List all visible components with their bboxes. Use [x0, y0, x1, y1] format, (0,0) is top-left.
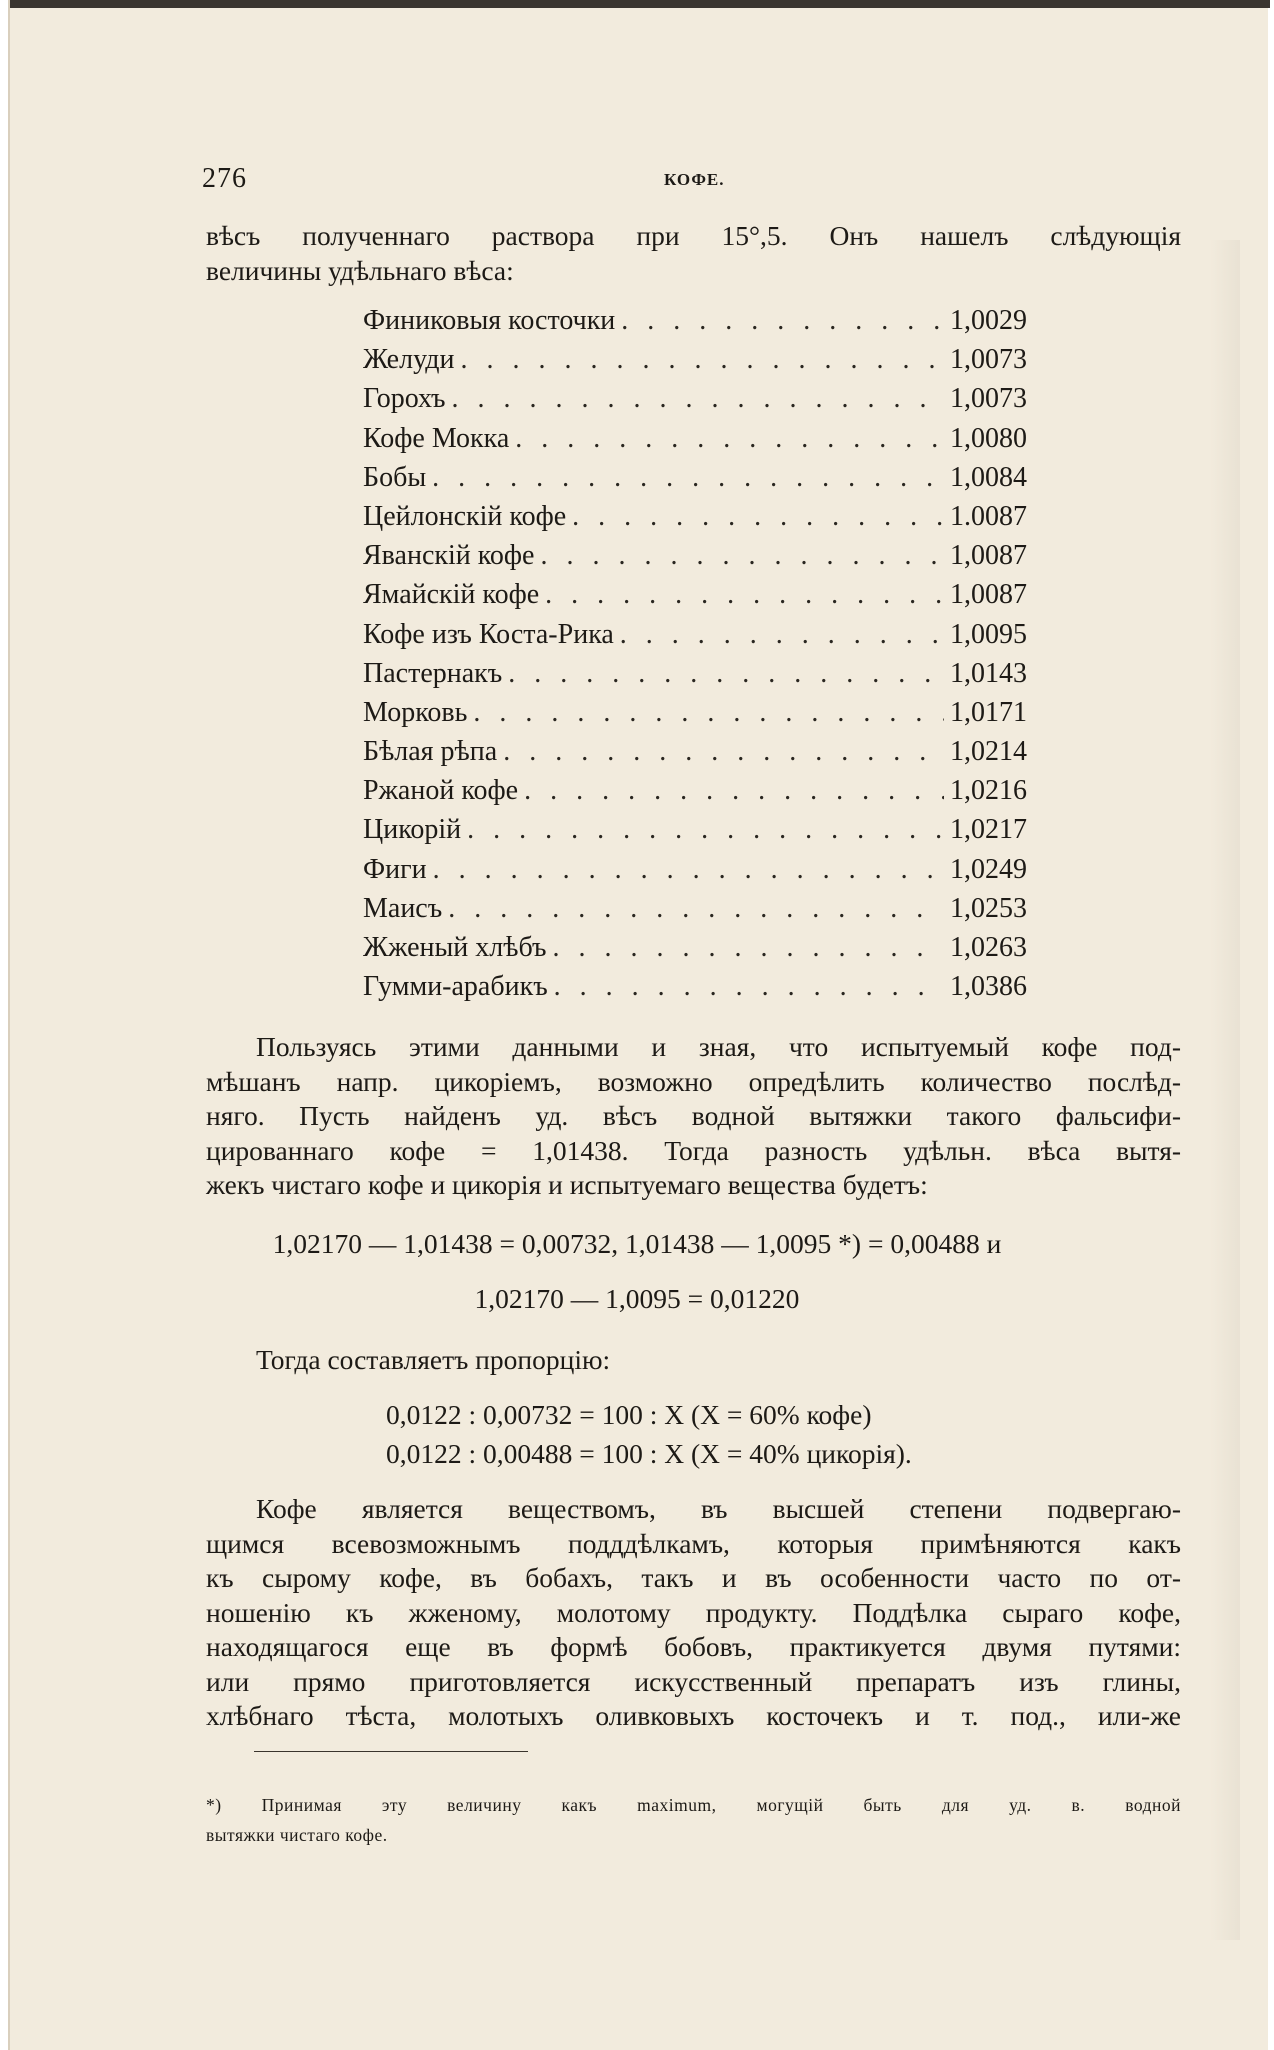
footnote-line: *) Принимая эту величину какъ maximum, могущій быть для уд. в. водной — [206, 1795, 1181, 1815]
proportion-line: 0,0122 : 0,00732 = 100 : X (X = 60% кофе) — [386, 1399, 872, 1430]
table-row — [363, 305, 1027, 344]
text-line: Пользуясь этими данными и зная, что испытуемый кофе под- — [256, 1031, 1181, 1062]
text-line: или прямо приготовляется искусственный препаратъ изъ глины, — [206, 1665, 1181, 1697]
table-row — [363, 344, 1027, 383]
specific-gravity-value: 1,0386 — [950, 971, 1027, 1003]
specific-gravity-value: 1,0087 — [950, 579, 1027, 611]
page-header — [202, 163, 1182, 193]
leader-dots — [448, 893, 944, 925]
text-line: Тогда составляетъ пропорцію: — [256, 1344, 611, 1375]
running-title: КОФЕ. — [664, 170, 725, 189]
leader-dots — [541, 540, 945, 572]
specific-gravity-value: 1,0216 — [950, 775, 1027, 807]
page-number: 276 — [202, 163, 247, 194]
paragraph-calculation — [206, 1030, 1181, 1203]
specific-gravity-value: 1,0029 — [950, 305, 1027, 336]
text-line: ношенію къ жженому, молотому продукту. Поддѣлка сыраго кофе, — [206, 1596, 1181, 1628]
substance-name: Ржаной кофе — [363, 775, 519, 807]
text-line: величины удѣльнаго вѣса: — [206, 254, 514, 286]
text-line: находящагося еще въ формѣ бобовъ, практикуется двумя путями: — [206, 1631, 1181, 1662]
text-line: вѣсъ полученнаго раствора при 15°,5. Онъ нашелъ слѣдующія — [206, 220, 1181, 251]
leader-dots — [461, 344, 944, 376]
substance-name: Яванскій кофе — [363, 540, 535, 572]
footnote-line: вытяжки чистаго кофе. — [206, 1825, 388, 1845]
specific-gravity-value: 1.0087 — [950, 500, 1027, 532]
table-row — [363, 971, 1027, 1010]
table-row — [363, 423, 1027, 462]
substance-name: Бобы — [363, 461, 427, 493]
paragraph-adulteration — [206, 1492, 1181, 1734]
substance-name: Финиковыя косточки — [363, 305, 616, 336]
specific-gravity-value: 1,0263 — [950, 932, 1027, 963]
leader-dots — [552, 932, 944, 964]
table-row — [363, 540, 1027, 579]
leader-dots — [554, 971, 944, 1003]
specific-gravity-value: 1,0253 — [950, 892, 1027, 924]
leader-dots — [467, 814, 944, 846]
table-row — [363, 932, 1027, 971]
table-row — [363, 579, 1027, 618]
specific-gravity-value: 1,0087 — [950, 540, 1027, 572]
table-row — [363, 383, 1027, 422]
substance-name: Морковь — [363, 696, 468, 728]
table-row — [363, 658, 1027, 697]
intro-text — [206, 219, 1181, 288]
specific-gravity-value: 1,0095 — [950, 618, 1027, 650]
table-row — [363, 775, 1027, 814]
substance-name: Маисъ — [363, 892, 443, 924]
substance-name: Кофе Мокка — [363, 422, 510, 454]
leader-dots — [545, 579, 944, 611]
page-shading — [1210, 240, 1240, 1940]
substance-name: Ямайскій кофе — [363, 579, 540, 611]
specific-gravity-value: 1,0080 — [950, 422, 1027, 454]
leader-dots — [503, 736, 944, 768]
leader-dots — [432, 462, 944, 494]
table-row — [363, 893, 1027, 932]
text-line: щимся всевозможнымъ подддѣлкамъ, которыя примѣняются какъ — [206, 1527, 1181, 1559]
text-line: къ сырому кофе, въ бобахъ, такъ и въ особенности часто по от- — [206, 1562, 1181, 1593]
leader-dots — [473, 697, 944, 729]
leader-dots — [620, 619, 944, 651]
specific-gravity-value: 1,0143 — [950, 657, 1027, 689]
substance-name: Кофе изъ Коста-Рика — [363, 618, 614, 650]
footnote-rule — [254, 1751, 528, 1752]
proportion-line: 0,0122 : 0,00488 = 100 : X (X = 40% цикорія). — [386, 1438, 912, 1469]
table-row — [363, 501, 1027, 540]
formula-line-2: 1,02170 — 1,0095 = 0,01220 — [474, 1283, 800, 1314]
leader-dots — [451, 383, 944, 415]
specific-gravity-table — [363, 305, 1027, 1010]
footnote — [206, 1790, 1181, 1850]
leader-dots — [433, 854, 944, 886]
text-line: Кофе является веществомъ, въ высшей степени подвергаю- — [256, 1493, 1181, 1524]
substance-name: Цикорій — [363, 814, 462, 846]
leader-dots — [508, 658, 944, 690]
scan-top-edge — [10, 0, 1270, 8]
specific-gravity-value: 1,0073 — [950, 344, 1027, 376]
text-line: няго. Пусть найденъ уд. вѣсъ водной вытяжки такого фальсифи- — [206, 1100, 1181, 1131]
specific-gravity-value: 1,0073 — [950, 383, 1027, 415]
table-row — [363, 854, 1027, 893]
specific-gravity-value: 1,0214 — [950, 736, 1027, 768]
specific-gravity-value: 1,0249 — [950, 853, 1027, 885]
table-row — [363, 814, 1027, 853]
substance-name: Пастернакъ — [363, 657, 503, 689]
text-line: цированнаго кофе = 1,01438. Тогда разность удѣльн. вѣса вытя- — [206, 1134, 1181, 1166]
table-row — [363, 697, 1027, 736]
substance-name: Бѣлая рѣпа — [363, 736, 498, 768]
specific-gravity-value: 1,0084 — [950, 461, 1027, 493]
leader-dots — [621, 305, 944, 337]
specific-gravity-value: 1,0217 — [950, 814, 1027, 846]
substance-name: Фиги — [363, 853, 427, 885]
table-row — [363, 619, 1027, 658]
leader-dots — [572, 501, 944, 533]
leader-dots — [515, 423, 944, 455]
substance-name: Желуди — [363, 344, 455, 376]
text-line: хлѣбнаго тѣста, молотыхъ оливковыхъ косточекъ и т. под., или-же — [206, 1700, 1181, 1731]
table-row — [363, 462, 1027, 501]
proportion-intro — [206, 1343, 1181, 1378]
specific-gravity-value: 1,0171 — [950, 696, 1027, 728]
substance-name: Горохъ — [363, 383, 446, 415]
substance-name: Жженый хлѣбъ — [363, 932, 547, 963]
text-line: мѣшанъ напр. цикоріемъ, возможно опредѣлить количество послѣд- — [206, 1065, 1181, 1097]
text-line: жекъ чистаго кофе и цикорія и испытуемаго вещества будетъ: — [206, 1169, 928, 1200]
table-row — [363, 736, 1027, 775]
substance-name: Цейлонскій кофе — [363, 500, 567, 532]
substance-name: Гумми-арабикъ — [363, 971, 548, 1003]
formula-line-1: 1,02170 — 1,01438 = 0,00732, 1,01438 — 1,0095 *) = 0,00488 и — [272, 1228, 1002, 1259]
leader-dots — [524, 775, 944, 807]
